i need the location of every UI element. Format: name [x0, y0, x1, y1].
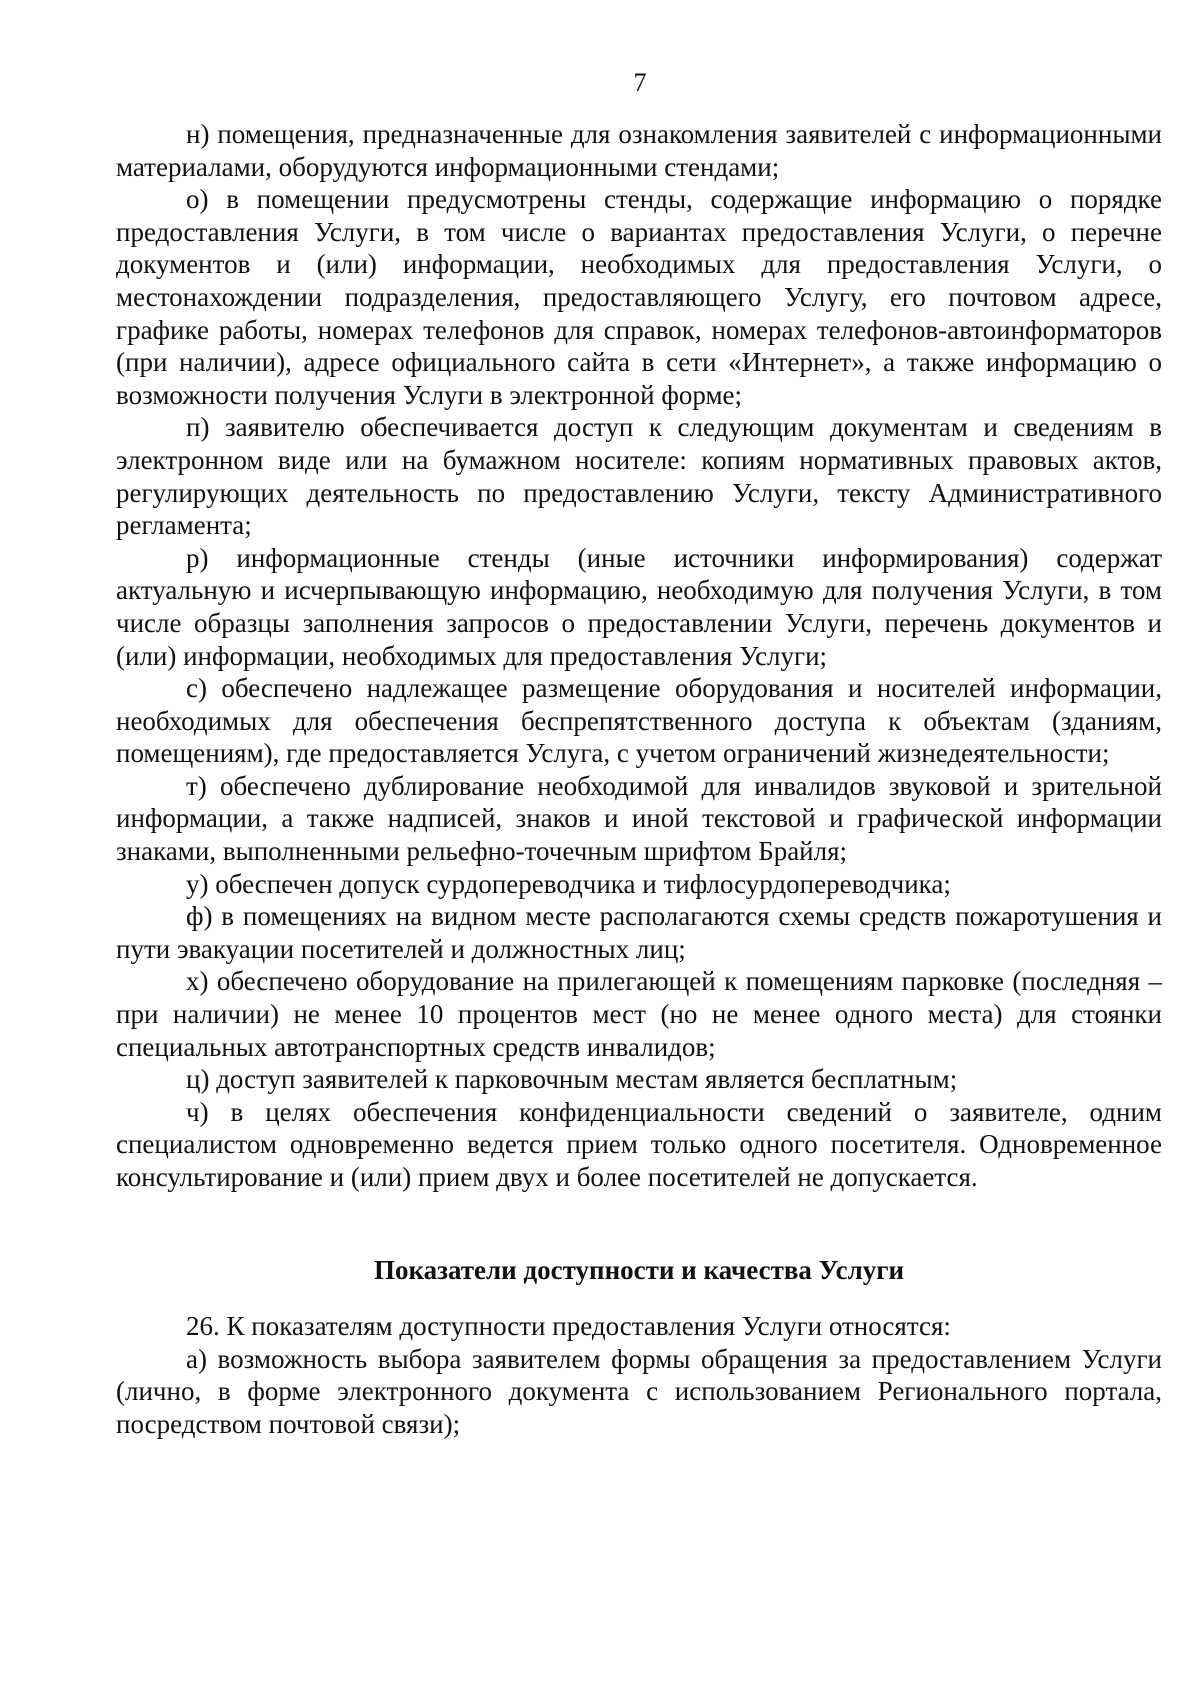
paragraph-26: 26. К показателям доступности предоставления Услуги относятся: [186, 1311, 951, 1342]
paragraph-n: н) помещения, предназначенные для ознакомления заявителей с информационными материалами, оборудуются информационными стендами; [116, 119, 1162, 182]
paragraph-ts: ц) доступ заявителей к парковочным местам является бесплатным; [186, 1064, 958, 1095]
paragraph-h: х) обеспечено оборудование на прилегающей к помещениям парковке (последняя – при наличии) не менее 10 процентов мест (но не менее одного места) для стоянки специальных автотранспортных средств инвалидов; [116, 966, 1162, 1062]
document-body [116, 118, 1162, 1441]
paragraph-r: р) информационные стенды (иные источники информирования) содержат актуальную и исчерпывающую информацию, необходимую для получения Услуги, в том числе образцы заполнения запросов о предоставлении Услуги, перечень документов и (или) информации, необходимых для предоставления Услуги; [116, 542, 1162, 671]
page-number: 7 [633, 68, 647, 97]
paragraph-26-a: а) возможность выбора заявителем формы обращения за предоставлением Услуги (лично, в форме электронного документа с использованием Регионального портала, посредством почтовой связи); [116, 1343, 1162, 1439]
paragraph-o: о) в помещении предусмотрены стенды, содержащие информацию о порядке предоставления Услуги, в том числе о вариантах предоставления Услуги, о перечне документов и (или) информации, необходимых для предоставления Услуги, о местонахождении подразделения, предоставляющего Услугу, его почтовом адресе, графике работы, номерах телефонов для справок, номерах телефонов-автоинформаторов (при наличии), адресе официального сайта в сети «Интернет», а также информацию о возможности получения Услуги в электронной форме; [116, 184, 1162, 410]
paragraph-ch: ч) в целях обеспечения конфиденциальности сведений о заявителе, одним специалистом одновременно ведется прием только одного посетителя. Одновременное консультирование и (или) прием двух и более посетителей не допускается. [116, 1096, 1162, 1192]
paragraph-p: п) заявителю обеспечивается доступ к следующим документам и сведениям в электронном виде или на бумажном носителе: копиям нормативных правовых актов, регулирующих деятельность по предоставлению Услуги, тексту Административного регламента; [116, 412, 1162, 541]
section-title: Показатели доступности и качества Услуги [373, 1254, 905, 1285]
paragraph-s: с) обеспечено надлежащее размещение оборудования и носителей информации, необходимых для обеспечения беспрепятственного доступа к объектам (зданиям, помещениям), где предоставляется Услуга, с учетом ограничений жизнедеятельности; [116, 673, 1162, 769]
paragraph-u: у) обеспечен допуск сурдопереводчика и тифлосурдопереводчика; [186, 868, 951, 899]
paragraph-f: ф) в помещениях на видном месте располагаются схемы средств пожаротушения и пути эвакуации посетителей и должностных лиц; [116, 901, 1162, 964]
paragraph-t: т) обеспечено дублирование необходимой для инвалидов звуковой и зрительной информации, а также надписей, знаков и иной текстовой и графической информации знаками, выполненными рельефно-точечным шрифтом Брайля; [116, 770, 1162, 867]
